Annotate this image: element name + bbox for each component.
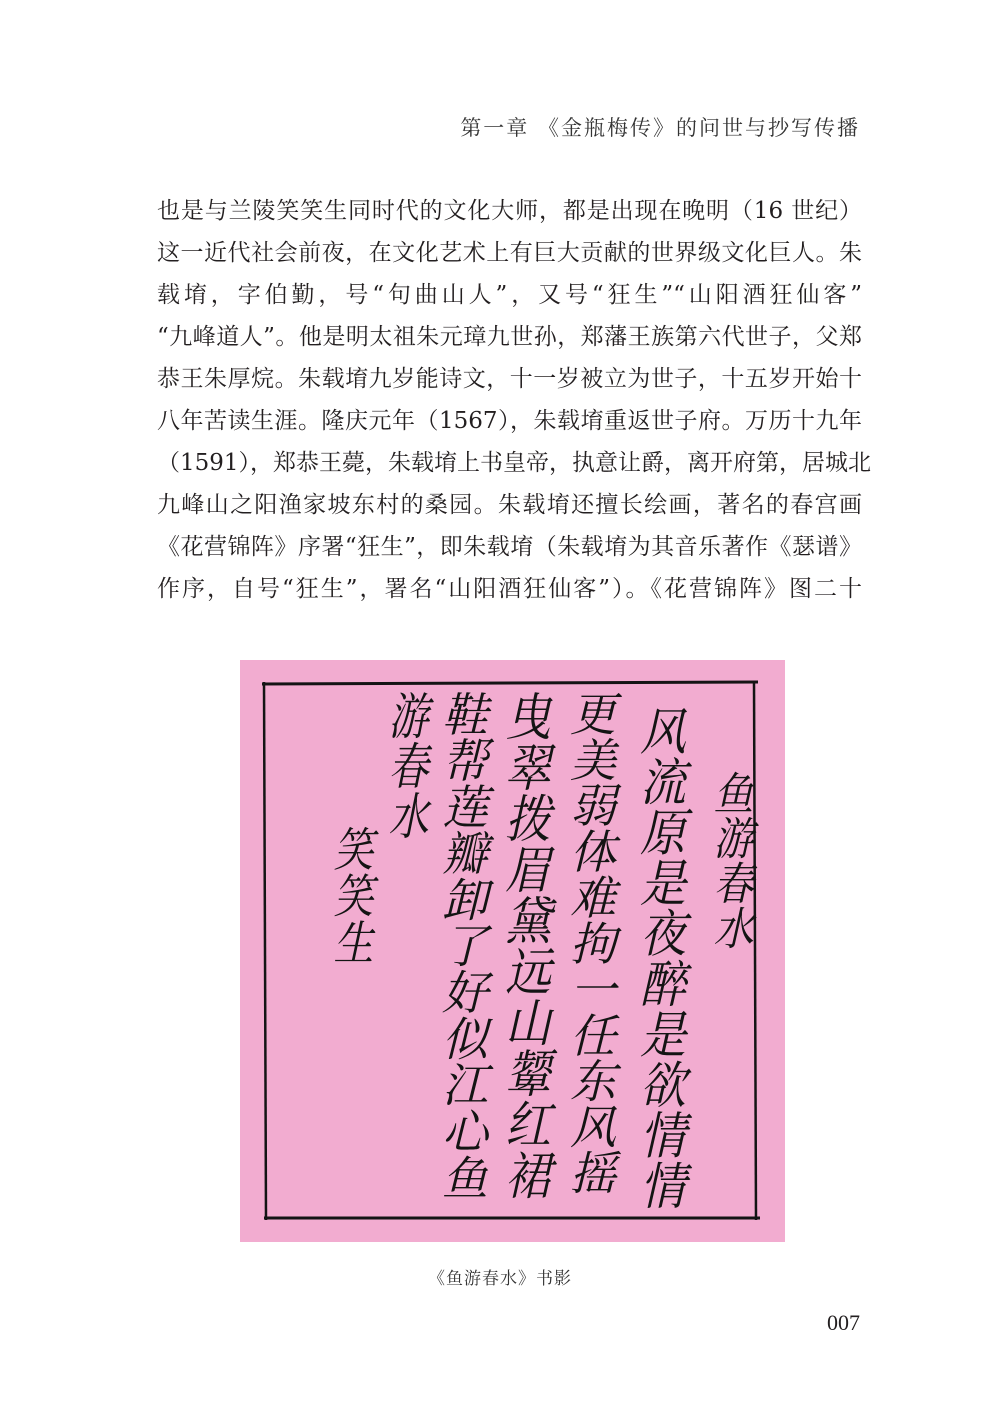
body-line: 《花营锦阵》序署“狂生”，即朱载堉（朱载堉为其音乐著作《瑟谱》: [157, 534, 862, 560]
body-line: 八年苦读生涯。隆庆元年（1567），朱载堉重返世子府。万历十九年: [157, 408, 862, 434]
calligraphy-column: 更美弱体难拘一任东风摇: [563, 690, 617, 1196]
calligraphy-column: 鱼游春水: [707, 770, 753, 930]
body-line: （1591），郑恭王薨，朱载堉上书皇帝，执意让爵，离开府第，居城北: [157, 450, 872, 476]
calligraphy-column: 风流原是夜醉是欲情情: [633, 705, 687, 1165]
figure-caption: 《鱼游春水》书影: [428, 1269, 572, 1289]
calligraphy-artwork: [240, 660, 785, 1242]
body-text: [157, 190, 872, 610]
body-line: 载堉，字伯勤，号“句曲山人”，又号“狂生”“山阳酒狂仙客”: [157, 282, 862, 308]
body-line: “九峰道人”。他是明太祖朱元璋九世孙，郑藩王族第六代世子，父郑: [157, 324, 862, 350]
calligraphy-column: 鞋帮莲瓣卸了好似江心鱼: [435, 690, 489, 1196]
calligraphy-column: 曳翠拨眉黛远山颦红裙: [498, 690, 552, 1150]
frame-left-border: [264, 682, 266, 1220]
calligraphy-column: 游春水: [382, 690, 428, 810]
body-line: 这一近代社会前夜，在文化艺术上有巨大贡献的世界级文化巨人。朱: [157, 240, 862, 266]
running-head: 第一章 《金瓶梅传》的问世与抄写传播: [460, 116, 860, 140]
body-line: 恭王朱厚烷。朱载堉九岁能诗文，十一岁被立为世子，十五岁开始十: [157, 366, 862, 392]
body-line: 九峰山之阳渔家坡东村的桑园。朱载堉还擅长绘画，著名的春宫画: [157, 492, 862, 518]
frame-right-border: [754, 682, 756, 1220]
body-line: 作序，自号“狂生”，署名“山阳酒狂仙客”）。《花营锦阵》图二十: [157, 576, 862, 602]
body-line: 也是与兰陵笑笑生同时代的文化大师，都是出现在晚明（16 世纪）: [157, 198, 862, 224]
calligraphy-column: 笑笑生: [327, 825, 373, 945]
calligraphy-figure: [240, 660, 785, 1242]
page-number: 007: [827, 1310, 860, 1335]
frame-top-border: [262, 682, 758, 684]
